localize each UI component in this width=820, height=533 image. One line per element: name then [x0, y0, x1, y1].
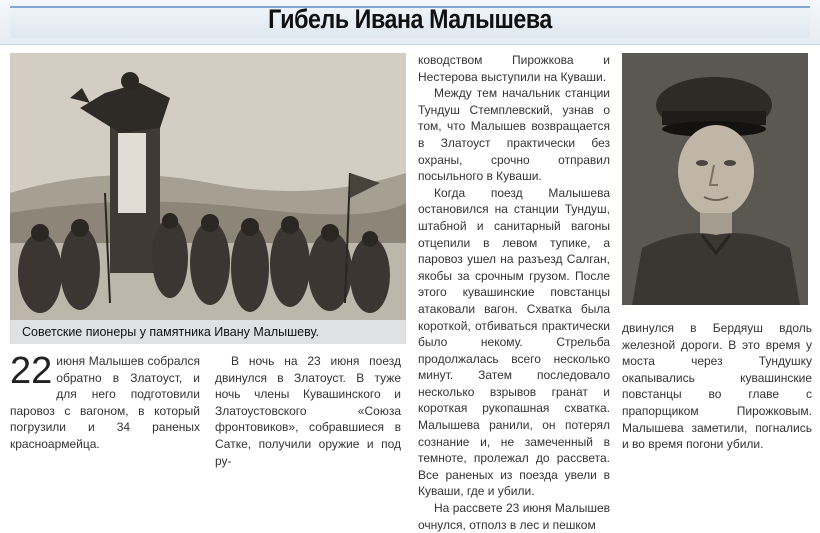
col2-paragraph: В ночь на 23 июня поезд двинулся в Златоуст. В туже ночь члены Кувашинского и Златоустовского «Союза фронтовиков», собравшиеся в Сатке, получили оружие и под ру-: [215, 354, 401, 468]
dropcap-date: 22: [10, 350, 53, 392]
text-column-2: [215, 353, 401, 469]
col3-paragraph-0: ководством Пирожкова и Нестерова выступили на Куваши.: [418, 53, 610, 84]
text-column-3: [418, 52, 610, 533]
col1-paragraph: июня Малышев собрался обратно в Златоуст, и для него подготовили паровоз с вагоном, в который погрузили и 34 раненых красноармейца.: [10, 354, 200, 451]
monument-photo-illustration: [10, 53, 406, 320]
monument-photo: [10, 53, 406, 320]
col3-paragraph-3: На рассвете 23 июня Малышев очнулся, отполз в лес и пешком: [418, 501, 610, 532]
text-column-4: [622, 320, 812, 453]
header-band: [0, 0, 820, 45]
portrait-illustration: [622, 53, 808, 305]
portrait-photo: [622, 53, 808, 305]
article-title: Гибель Ивана Малышева: [268, 4, 552, 34]
photo-caption: Советские пионеры у памятника Ивану Малышеву.: [10, 320, 406, 344]
col4-paragraph: двинулся в Бердяуш вдоль железной дороги. В это время у моста через Тундушку окапывались кувашинские повстанцы во главе с прапорщиком Пирожковым. Малышева заметили, погнались и во время погони убили.: [622, 321, 812, 452]
col3-paragraph-2: Когда поезд Малышева остановился на станции Тундуш, штабной и санитарный вагоны отцепили в левом тупике, а паровоз ушел на разъезд Салган, якобы за срочным грузом. После этого кувашинские повстанцы атаковали вагон. Схватка была короткой, отбиваться практически было некому. Стрельба продолжалась всего несколько минут. Затем последовало несколько взрывов гранат и короткая рукопашная схватка. Малышева ранили, он потерял сознание и, не замеченный в темноте, пролежал до рассвета. Все раненых из поезда увели в Куваши, где и убили.: [418, 185, 610, 499]
col3-paragraph-1: Между тем начальник станции Тундуш Стемплевский, узнав о том, что Малышев возвращается в Златоуст практически без охраны, срочно отправил посыльного в Куваши.: [418, 86, 610, 184]
